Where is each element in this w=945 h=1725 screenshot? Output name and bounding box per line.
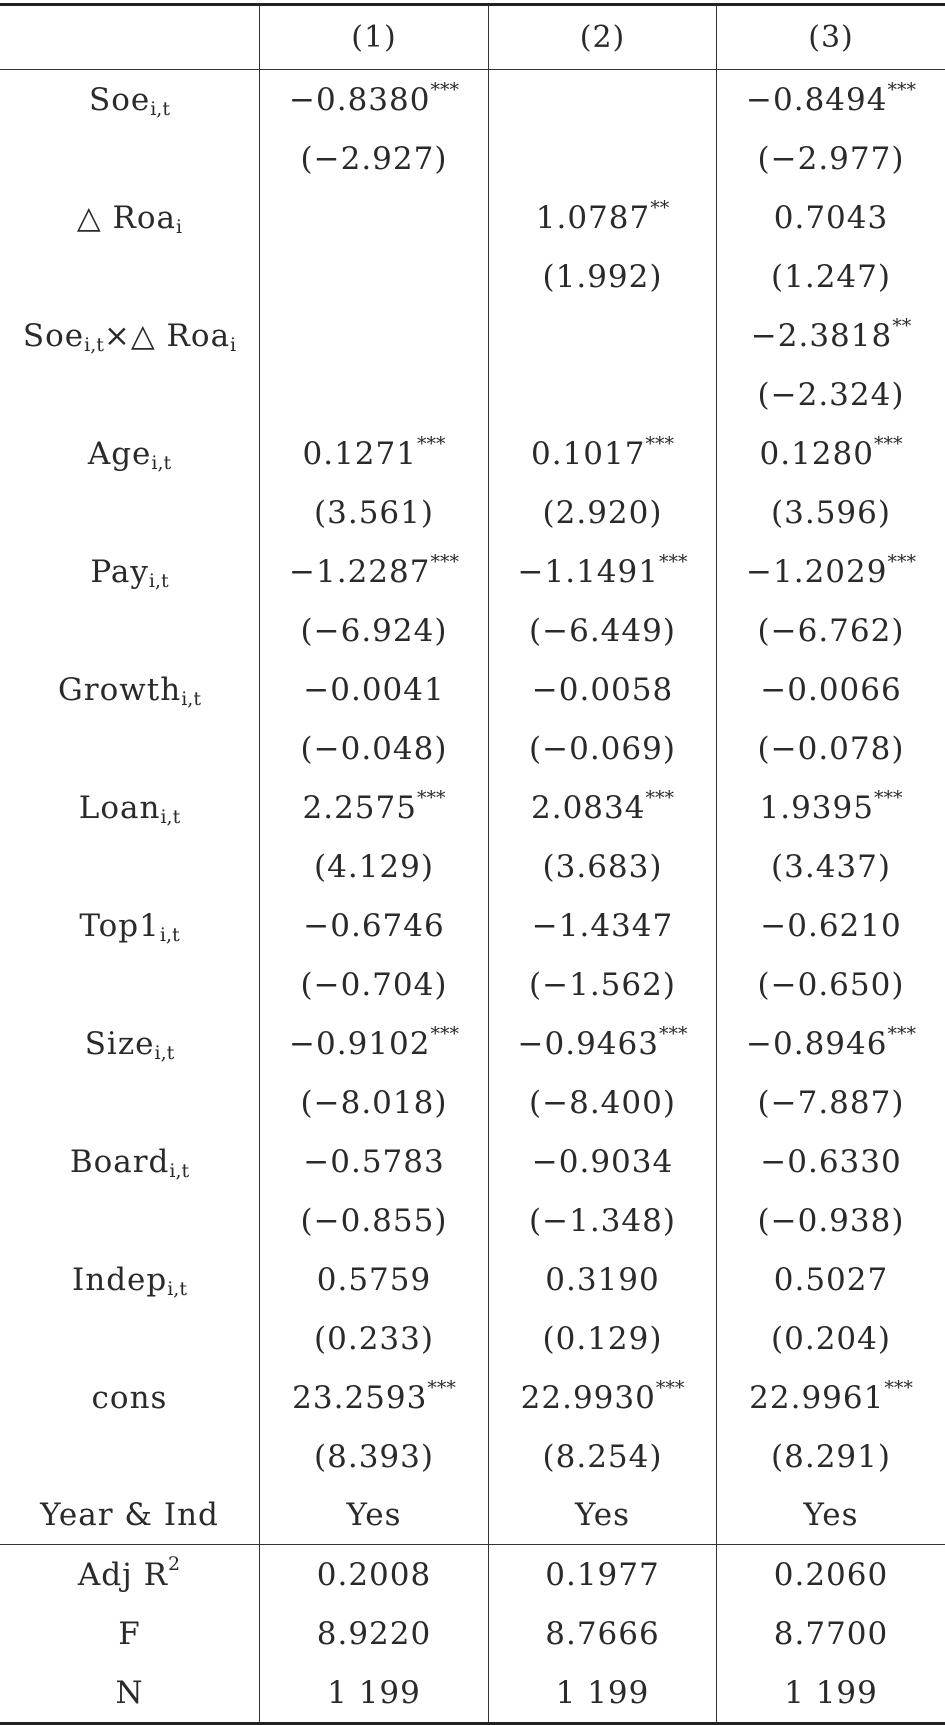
value-cell [717, 1073, 945, 1132]
variable-name: Age [87, 435, 152, 472]
coefficient-value: (−0.069) [529, 730, 676, 767]
coefficient-value: 0.5027 [773, 1261, 889, 1298]
table-row [0, 1604, 945, 1663]
significance-stars: *** [416, 786, 446, 809]
significance-stars: *** [416, 432, 446, 455]
value-cell [489, 778, 717, 837]
row-label [0, 247, 260, 306]
variable-name: △ Roa [76, 199, 177, 236]
significance-stars: *** [887, 78, 916, 101]
coefficient-value: 0.3190 [545, 1261, 660, 1298]
coefficient-value: 22.9961 [749, 1379, 885, 1416]
table-row [0, 1309, 945, 1368]
coefficient-value: (−8.018) [300, 1084, 448, 1121]
regression-table [0, 3, 945, 1725]
variable-name: Year & Ind [40, 1497, 219, 1533]
header-cell-model-3: (3) [808, 20, 854, 55]
variable-name: F [118, 1615, 141, 1652]
value-cell [260, 1250, 489, 1309]
row-label [0, 1545, 260, 1604]
coefficient-value: −0.6746 [303, 907, 445, 944]
value-cell [717, 188, 945, 247]
value-cell [489, 306, 717, 365]
variable-name: N [115, 1674, 144, 1711]
coefficient-value: (−0.078) [757, 730, 905, 767]
coefficient-value: Yes [803, 1497, 859, 1533]
table-row [0, 542, 945, 601]
coefficient-value: (−0.855) [300, 1202, 448, 1239]
table-row [0, 1545, 945, 1604]
table-row [0, 1486, 945, 1545]
value-cell [717, 306, 945, 365]
value-cell [489, 129, 717, 188]
value-cell [260, 129, 489, 188]
coefficient-value: (−6.762) [757, 612, 905, 649]
value-cell [260, 365, 489, 424]
coefficient-value: −0.8380 [289, 81, 431, 118]
row-label [0, 1250, 260, 1309]
row-label [0, 542, 260, 601]
coefficient-value: (−2.977) [757, 140, 905, 177]
table-row [0, 306, 945, 365]
coefficient-value: −1.2287 [289, 553, 431, 590]
row-label [0, 1663, 260, 1722]
coefficient-value: −0.9463 [517, 1025, 659, 1062]
coefficient-value: −1.4347 [531, 907, 674, 944]
value-cell [489, 660, 717, 719]
value-cell [489, 719, 717, 778]
value-cell [489, 188, 717, 247]
value-cell [489, 1545, 717, 1604]
value-cell [717, 1309, 945, 1368]
variable-subscript: i,t [169, 1159, 190, 1182]
coefficient-value: (3.596) [771, 494, 891, 531]
value-cell [260, 601, 489, 660]
coefficient-value: (−8.400) [529, 1084, 676, 1121]
coefficient-value: (−7.887) [757, 1084, 905, 1121]
coefficient-value: (0.204) [771, 1320, 891, 1357]
coefficient-value: −0.6330 [760, 1143, 902, 1180]
coefficient-value: 0.1280 [759, 435, 874, 472]
row-label [0, 483, 260, 542]
variable-name: Board [69, 1143, 170, 1180]
coefficient-value: Yes [346, 1497, 402, 1533]
coefficient-value: 22.9930 [520, 1379, 656, 1416]
coefficient-value: Yes [574, 1497, 631, 1533]
coefficient-value: (−6.924) [300, 612, 448, 649]
value-cell [717, 1604, 945, 1663]
value-cell [717, 483, 945, 542]
row-label [0, 70, 260, 129]
value-cell [717, 1014, 945, 1073]
table-row [0, 188, 945, 247]
coefficient-value: 23.2593 [292, 1379, 428, 1416]
coefficient-value: (3.561) [314, 494, 434, 531]
value-cell [489, 1014, 717, 1073]
table-row [0, 1663, 945, 1722]
coefficient-value: (−1.562) [529, 966, 676, 1003]
value-cell [260, 1486, 489, 1544]
coefficient-value: 8.7700 [773, 1615, 889, 1652]
row-label [0, 896, 260, 955]
value-cell [717, 1132, 945, 1191]
table-row [0, 719, 945, 778]
coefficient-value: (8.393) [314, 1438, 434, 1475]
variable-superscript: 2 [167, 1552, 182, 1575]
value-cell [717, 1191, 945, 1250]
value-cell [260, 778, 489, 837]
table-row [0, 70, 945, 129]
significance-stars: *** [658, 1022, 688, 1045]
variable-subscript: i,t [150, 97, 170, 120]
value-cell [717, 719, 945, 778]
value-cell [260, 896, 489, 955]
variable-name: Soe [22, 317, 85, 354]
value-cell [717, 778, 945, 837]
variable-name: cons [91, 1379, 168, 1416]
table-row [0, 1073, 945, 1132]
table-row [0, 129, 945, 188]
variable-subscript: i,t [151, 451, 172, 474]
coefficient-value: 8.9220 [316, 1615, 432, 1652]
significance-stars: ** [892, 314, 912, 337]
variable-subscript: i,t [181, 687, 201, 710]
coefficient-value: (8.291) [771, 1438, 891, 1475]
header-row [0, 6, 945, 70]
row-label [0, 955, 260, 1014]
significance-stars: *** [430, 550, 459, 573]
table-row [0, 601, 945, 660]
coefficient-value: 0.1977 [545, 1556, 660, 1593]
header-cell-model-1: (1) [260, 6, 489, 69]
value-cell [717, 70, 945, 129]
value-cell [260, 188, 489, 247]
coefficient-value: −0.0058 [531, 671, 674, 708]
table-row [0, 1427, 945, 1486]
table-row [0, 1132, 945, 1191]
variable-name: Pay [90, 553, 149, 590]
value-cell [717, 1663, 945, 1722]
table-row [0, 896, 945, 955]
coefficient-value: −0.0041 [303, 671, 445, 708]
coefficient-value: (−6.449) [529, 612, 676, 649]
table-row [0, 955, 945, 1014]
coefficient-value: 1 199 [327, 1674, 421, 1711]
coefficient-value: 0.5759 [316, 1261, 432, 1298]
coefficient-value: 0.1017 [531, 435, 646, 472]
value-cell [717, 660, 945, 719]
coefficient-value: (8.254) [542, 1438, 663, 1475]
row-label [0, 1073, 260, 1132]
value-cell [489, 1073, 717, 1132]
variable-subscript: i,t [154, 1041, 175, 1064]
coefficient-value: 2.0834 [531, 789, 646, 826]
coefficient-value: −0.9102 [289, 1025, 431, 1062]
coefficient-value: 1.9395 [759, 789, 874, 826]
value-cell [489, 365, 717, 424]
coefficient-value: −2.3818 [750, 317, 893, 354]
variable-name-interaction: ×△ Roa [103, 317, 231, 354]
coefficient-value: (1.247) [771, 258, 891, 295]
variable-name: Growth [58, 671, 182, 708]
coefficient-value: (−2.324) [757, 376, 905, 413]
row-label [0, 1604, 260, 1663]
coefficient-value: −0.8946 [746, 1025, 888, 1062]
row-label [0, 188, 260, 247]
value-cell [489, 424, 717, 483]
coefficient-value: 0.2008 [316, 1556, 432, 1593]
value-cell [489, 1191, 717, 1250]
variable-name: Adj R [77, 1556, 168, 1593]
value-cell [489, 542, 717, 601]
value-cell [489, 1427, 717, 1486]
coefficient-value: 0.7043 [773, 199, 889, 236]
significance-stars: *** [887, 550, 916, 573]
value-cell [260, 837, 489, 896]
coefficient-value: −0.9034 [531, 1143, 674, 1180]
coefficient-value: 1.0787 [535, 199, 651, 236]
table-row [0, 247, 945, 306]
value-cell [260, 1368, 489, 1427]
coefficient-value: −0.6210 [760, 907, 902, 944]
value-cell [489, 1309, 717, 1368]
coefficient-value: (4.129) [314, 848, 434, 885]
row-label [0, 1427, 260, 1486]
significance-stars: *** [884, 1376, 913, 1399]
value-cell [717, 542, 945, 601]
value-cell [260, 1132, 489, 1191]
significance-stars: *** [873, 786, 903, 809]
value-cell [717, 837, 945, 896]
value-cell [717, 1545, 945, 1604]
value-cell [717, 129, 945, 188]
value-cell [260, 1309, 489, 1368]
row-label [0, 1486, 260, 1544]
significance-stars: *** [430, 1022, 459, 1045]
value-cell [260, 483, 489, 542]
table-row [0, 365, 945, 424]
significance-stars: *** [427, 1376, 456, 1399]
variable-subscript: i,t [84, 333, 104, 356]
variable-subscript-interaction: i [230, 333, 237, 356]
value-cell [260, 542, 489, 601]
coefficient-value: (−0.938) [757, 1202, 905, 1239]
value-cell [717, 424, 945, 483]
value-cell [717, 1486, 945, 1544]
coefficient-value: (−0.704) [300, 966, 448, 1003]
value-cell [260, 247, 489, 306]
table-row [0, 1191, 945, 1250]
table-row [0, 424, 945, 483]
value-cell [489, 837, 717, 896]
value-cell [489, 601, 717, 660]
header-cell-variable [0, 6, 260, 69]
row-label [0, 719, 260, 778]
value-cell [260, 306, 489, 365]
row-label [0, 129, 260, 188]
value-cell [489, 1250, 717, 1309]
value-cell [717, 955, 945, 1014]
variable-subscript: i,t [148, 569, 169, 592]
value-cell [489, 1486, 717, 1544]
table-row [0, 483, 945, 542]
value-cell [717, 1368, 945, 1427]
row-label [0, 1132, 260, 1191]
variable-name: Size [84, 1025, 155, 1062]
value-cell [489, 1132, 717, 1191]
significance-stars: *** [645, 786, 674, 809]
coefficient-value: −1.2029 [746, 553, 888, 590]
row-label [0, 365, 260, 424]
coefficient-value: 0.1271 [302, 435, 417, 472]
value-cell [489, 1663, 717, 1722]
variable-subscript: i,t [159, 923, 180, 946]
value-cell [260, 1014, 489, 1073]
value-cell [717, 365, 945, 424]
value-cell [260, 1073, 489, 1132]
row-label [0, 778, 260, 837]
row-label [0, 660, 260, 719]
value-cell [260, 1545, 489, 1604]
coefficient-value: 8.7666 [545, 1615, 660, 1652]
coefficient-value: −0.0066 [760, 671, 902, 708]
coefficient-value: −1.1491 [517, 553, 659, 590]
variable-subscript: i [176, 215, 183, 238]
value-cell [260, 70, 489, 129]
value-cell [260, 1427, 489, 1486]
coefficient-value: (2.920) [542, 494, 663, 531]
variable-name: Top1 [79, 907, 160, 944]
table-row [0, 1014, 945, 1073]
value-cell [489, 70, 717, 129]
coefficient-value: (−1.348) [529, 1202, 676, 1239]
coefficient-value: −0.5783 [303, 1143, 445, 1180]
table-row [0, 778, 945, 837]
value-cell [489, 1368, 717, 1427]
value-cell [717, 1427, 945, 1486]
table-row [0, 1250, 945, 1309]
value-cell [260, 424, 489, 483]
value-cell [489, 483, 717, 542]
significance-stars: *** [645, 432, 674, 455]
row-label [0, 1014, 260, 1073]
row-label [0, 306, 260, 365]
significance-stars: *** [887, 1022, 916, 1045]
coefficient-value: (−0.048) [300, 730, 448, 767]
value-cell [260, 955, 489, 1014]
header-cell-model-2: (2) [489, 6, 717, 69]
value-cell [489, 247, 717, 306]
table-row [0, 837, 945, 896]
significance-stars: *** [873, 432, 903, 455]
significance-stars: ** [650, 196, 670, 219]
row-label [0, 601, 260, 660]
variable-subscript: i,t [167, 1277, 187, 1300]
table-row [0, 660, 945, 719]
value-cell [717, 1250, 945, 1309]
value-cell [260, 1604, 489, 1663]
value-cell [260, 1191, 489, 1250]
row-label [0, 837, 260, 896]
significance-stars: *** [658, 550, 688, 573]
coefficient-value: (−0.650) [757, 966, 905, 1003]
coefficient-value: (0.129) [542, 1320, 663, 1357]
coefficient-value: 1 199 [784, 1674, 878, 1711]
value-cell [489, 955, 717, 1014]
coefficient-value: (3.437) [771, 848, 891, 885]
value-cell [489, 896, 717, 955]
variable-name: Loan [78, 789, 161, 826]
coefficient-value: (−2.927) [300, 140, 448, 177]
significance-stars: *** [430, 78, 459, 101]
row-label [0, 1368, 260, 1427]
value-cell [260, 660, 489, 719]
value-cell [260, 719, 489, 778]
row-label [0, 424, 260, 483]
coefficient-value: 0.2060 [773, 1556, 889, 1593]
row-label [0, 1309, 260, 1368]
variable-subscript: i,t [160, 805, 181, 828]
variable-name: Indep [71, 1261, 168, 1298]
table-body [0, 70, 945, 1722]
coefficient-value: 2.2575 [302, 789, 417, 826]
significance-stars: *** [655, 1376, 685, 1399]
coefficient-value: (1.992) [542, 258, 663, 295]
value-cell [260, 1663, 489, 1722]
coefficient-value: 1 199 [555, 1674, 650, 1711]
coefficient-value: (3.683) [542, 848, 663, 885]
coefficient-value: (0.233) [314, 1320, 434, 1357]
value-cell [717, 247, 945, 306]
coefficient-value: −0.8494 [746, 81, 888, 118]
value-cell [489, 1604, 717, 1663]
value-cell [717, 896, 945, 955]
value-cell [717, 601, 945, 660]
table-row [0, 1368, 945, 1427]
variable-name: Soe [88, 81, 151, 118]
row-label [0, 1191, 260, 1250]
